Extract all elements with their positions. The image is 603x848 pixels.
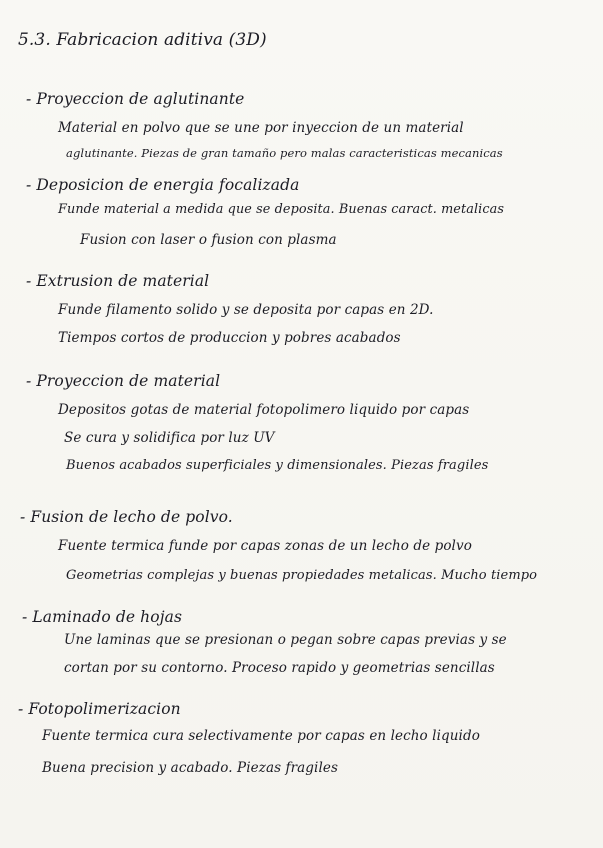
note-line: Depositos gotas de material fotopolimero liquido por capas	[58, 402, 470, 418]
page-title: 5.3. Fabricacion aditiva (3D)	[18, 30, 267, 50]
note-line: Funde material a medida que se deposita. Buenas caract. metalicas	[58, 202, 505, 217]
note-line: Buena precision y acabado. Piezas fragiles	[42, 760, 339, 776]
note-line: Se cura y solidifica por luz UV	[64, 430, 275, 446]
section-heading-deposicion-energia: - Deposicion de energia focalizada	[26, 176, 300, 194]
note-line: Une laminas que se presionan o pegan sobre capas previas y se	[64, 632, 507, 648]
section-heading-extrusion-material: - Extrusion de material	[26, 272, 210, 290]
note-line: Material en polvo que se une por inyeccion de un material	[58, 120, 464, 136]
note-line: Fuente termica cura selectivamente por capas en lecho liquido	[42, 728, 480, 744]
note-line: cortan por su contorno. Proceso rapido y geometrias sencillas	[64, 660, 495, 676]
note-line: Funde filamento solido y se deposita por capas en 2D.	[58, 302, 434, 318]
note-line: Buenos acabados superficiales y dimensionales. Piezas fragiles	[66, 458, 489, 473]
note-line: Geometrias complejas y buenas propiedades metalicas. Mucho tiempo	[66, 568, 538, 583]
section-heading-laminado-hojas: - Laminado de hojas	[22, 608, 182, 626]
note-line: Fuente termica funde por capas zonas de un lecho de polvo	[58, 538, 472, 554]
section-heading-proyeccion-aglutinante: - Proyeccion de aglutinante	[26, 90, 245, 108]
note-line: Fusion con laser o fusion con plasma	[80, 232, 337, 248]
section-heading-proyeccion-material: - Proyeccion de material	[26, 372, 221, 390]
note-line: aglutinante. Piezas de gran tamaño pero malas caracteristicas mecanicas	[66, 146, 503, 160]
section-heading-fotopolimerizacion: - Fotopolimerizacion	[18, 700, 181, 718]
section-heading-fusion-lecho-polvo: - Fusion de lecho de polvo.	[20, 508, 233, 526]
note-line: Tiempos cortos de produccion y pobres acabados	[58, 330, 401, 346]
